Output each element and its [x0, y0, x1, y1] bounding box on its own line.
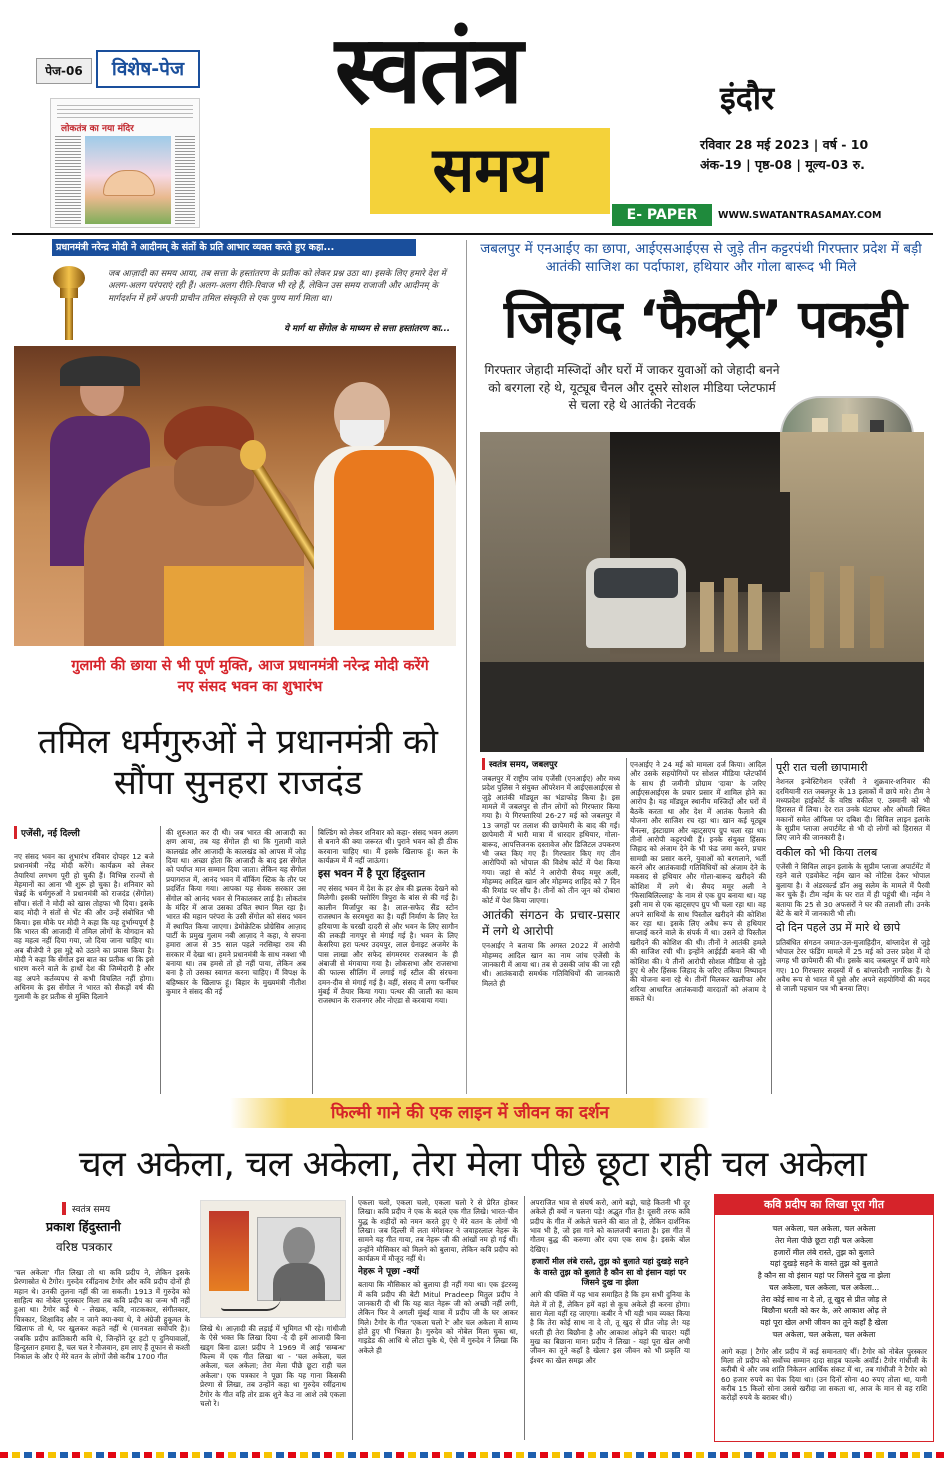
left-col-3-subhead: इस भवन में है पूरा हिंदुस्तान [318, 868, 425, 881]
lyric-line: तेरा मेला पीछे छूटा राही चल अकेला [774, 1235, 874, 1245]
right-col-3-text-a: नेशनल इन्वेस्टिगेशन एजेंसी ने शुक्रवार-शनिवार की दरमियानी रात जबलपुर के 13 इलाकों में छापे मारे। टीम ने मध्यप्रदेश हाईकोर्ट के वरिष्ठ वकील ए. उस्मानी को भी हिरासत में लिया। देर रात उनके घंटाघर और ओमती स्थित मकानों समेत ऑफिस पर दबिश दी। सिविल लाइन इलाके के सुप्रीम प्लाजा अपार्टमेंट से भी दो लोगों को हिरासत में लिए जाने की जानकारी है। [776, 777, 930, 843]
thumbnail-photo [85, 136, 171, 224]
bottom-col-2: लिखे थे। आज़ादी की लड़ाई में भूमिगत भी रहे। गांधीजी के ऐसे भक्त कि लिखा दिया -दे दी हमें आजादी बिना खड्ग बिना ढाल! प्रदीप ने 1969 में आई 'सम्बन्ध' फिल्म में एक गीत लिखा था - 'चल अकेला, चल अकेला, चल अकेला; तेरा मेला पीछे छूटा राही चल अकेला'। एक पत्रकार ने पूछा कि यह गाना किसकी प्रेरणा से लिखा, तब उन्होंने कहा था गुरुदेव रवींद्रनाथ टैगोर के गीत वहि तोर डाक शुने केउ ना आशे तबे एकला चलो रे। [200, 1324, 346, 1408]
lyric-line: चल अकेला, चल अकेला, चल अकेला [772, 1224, 876, 1233]
masthead-title-top: स्वतंत्र [334, 16, 522, 125]
right-col-3-text-c: प्रतिबंधित संगठन जमात-उल-मुजाहिदीन, बांग्लादेश से जुड़े भोपाल टेरर फंडिंग मामले में 25 मई को उत्तर प्रदेश में दो जगह भी छापेमारी की थी। इसके बाद जबलपुर में छापे मारे गए। 10 गिरफ्तार सदस्यों में 6 बांग्लादेशी नागरिक हैं। ये अवैध रूप से भारत में घुसे और अपने सहयोगियों की मदद से जाली पहचान पत्र भी बनवा लिए। [776, 937, 930, 994]
lyrics-list [715, 1215, 933, 1343]
sengol-ceremony-photo [14, 346, 456, 646]
right-col-3-subhead-2: वकील को भी किया तलब [776, 845, 878, 859]
website-link[interactable]: WWW.SWATANTRASAMAY.COM [718, 210, 882, 221]
left-col-3-text-b: नए संसद भवन में देश के हर क्षेत्र की झलक देखने को मिलेगी। इसकी फ्लोरिंग त्रिपुरा के बांस से की गई है। कालीन मिर्जापुर का है। लाल-सफेद सैंड स्टोन राजस्थान के सरमथुरा का है। यहीं निर्माण के लिए रेत हरियाणा के चरखी दादरी से और भवन के लिए सागौन की लकड़ी नागपुर से मंगाई गई है। भवन के लिए केसरिया हरा पत्थर उदयपुर, लाल ग्रेनाइट अजमेर के पास लाखा और सफेद संगमरमर राजस्थान के ही अंबाजी से मंगवाया गया है। लोकसभा और राजसभा की फाल्स सीलिंग में लगाई गई स्टील की संरचना दमन-दीव से मंगाई गई है। वहीं, संसद में लगा फर्नीचर मुंबई में तैयार किया गया। पत्थर की जाली का काम राजस्थान के राजनगर और नोएडा से करवाया गया। [318, 884, 458, 1006]
left-col-3 [318, 828, 458, 1094]
right-col-1-text-a: जबलपुर में राष्ट्रीय जांच एजेंसी (एनआईए) और मध्य प्रदेश पुलिस ने संयुक्त ऑपरेशन में आईएसआईएस से जुड़े आतंकी मॉड्यूल का भंडाफोड़ किया है। इस मामले में जबलपुर से तीन लोगों को गिरफ्तार किया गया है। ये गिरफ्तारियां 26-27 मई को जबलपुर में 13 जगहों पर तलाश की छापेमारी के बाद की गईं। छापेमारी में भारी मात्रा में धारदार हथियार, गोला-बारूद, आपत्तिजनक दस्तावेज और डिजिटल उपकरण भी जब्त किए गए हैं। गिरफ्तार किए गए तीन आरोपियों को भोपाल की विशेष कोर्ट में पेश किया गया। जहां से कोर्ट ने आरोपी सैयद ममूर अली, मोहम्मद आदिल खान और मोहम्मद शाहिद को 7 दिन की रिमांड पर सौंप है। तीनों को तीन जून को दोबारा कोर्ट में पेश किया जाएगा। [482, 774, 620, 905]
lyric-line: तेरा कोई साथ ना दे तो, तू खुद से प्रीत जोड़ ले [761, 1294, 887, 1304]
sengol-icon [38, 264, 100, 340]
page-number: पेज-06 [36, 58, 92, 84]
edition-city: इंदौर [720, 79, 775, 117]
left-col-2: की शुरुआत कर दी थी। जब भारत की आजादी का क्षण आया, तब यह सेंगोल ही था कि गुलामी वाले कालखंड और आजादी के कालखंड को आपस में जोड़ दिया था। अच्छा होता कि आजादी के बाद इस सेंगोल को पर्याप्त मान सम्मान दिया जाता। लेकिन यह सेंगोल प्रयागराज में, आनंद भवन में वॉकिंग स्टिक के तौर पर प्रदर्शित किया गया। आपका यह सेवक सरकार उस सेंगोल को आनंद भवन से निकालकर लाई है। लोकतंत्र के मंदिर में आज उसका उचित स्थान मिल रहा है। भारत की महान परंपरा के उसी सेंगोल को संसद भवन में स्थापित किया जाएगा। डेमोक्रेटिक प्रोग्रेसिव आज़ाद पार्टी के प्रमुख गुलाम नबी आज़ाद ने कहा, ये सपना हमारा आज से 35 साल पहले नरसिम्हा राव की सरकार में देखा था। हमने प्रधानमंत्री के साथ नक्शा भी बनाया था। तब हमसे तो हो नहीं पाया, लेकिन अब बना है तो उसका स्वागत करना चाहिए। मैं विपक्ष के बहिष्कार के खिलाफ हूं। बिहार के मुख्यमंत्री नीतीश कुमार ने संसद की नई [166, 828, 306, 997]
bottom-col-4-subhead: हजारों मील लंबे रास्ते, तुझ को बुलाते यहां दुखड़े सहने के वास्ते तुझ को बुलाते है कौन सा वो इंसान यहां पर जिसने दुख ना झेला [531, 1257, 689, 1287]
bottom-col-4-text-a: अपराजित भाव से संघर्ष करो, आगे बढ़ो, चाहे कितनी भी दूर अकेले ही क्यों न चलना पड़े! अद्भुत गीत है! दूसरी तरफ कवि प्रदीप के गीत में अकेले चलने की बात तो है, लेकिन दार्शनिक भाव भी है, जो इस गाने को कालजयी बनाता है। इस गीत में गौतम बुद्ध की करुणा और दया एक साथ है। इसके बोल देखिए। [530, 1198, 690, 1254]
lyric-line: है कौन सा वो इंसान यहां पर जिसने दुख ना झेला [757, 1271, 891, 1281]
right-headline: जिहाद ‘फैक्ट्री’ पकड़ी [503, 290, 907, 350]
right-col-1 [482, 774, 620, 1094]
left-col-1: नए संसद भवन का शुभारंभ रविवार दोपहर 12 बजे प्रधानमंत्री नरेंद्र मोदी करेंगे। कार्यक्रम को लेकर तैयारियां लगभग पूरी हो चुकी हैं। विभिन्न राज्यों से मेहमानों का आना भी शुरू हो चुका है। शनिवार को चेन्नई के धर्मगुरुओं ने प्रधानमंत्री को राजदंड (सेंगोल) सौंपा। संतों ने मोदी को खास तोहफा भी दिया। इसके बाद मोदी ने संतों से भेंट की और उन्हें संबोधित भी किया। इस मौके पर मोदी ने कहा कि यह दुर्भाग्यपूर्ण है कि भारत की आजादी में तमिल लोगों के योगदान को वह महत्व नहीं दिया गया, जो दिया जाना चाहिए था। अब बीजेपी ने इस मुद्दे को उठाने का प्रयास किया है। मोदी ने कहा कि सेंगोल इस बात का प्रतीक था कि इसे धारण करने वाले के हाथों देश की जिम्मेदारी है और वह अपने कर्तव्यपथ से कभी विचलित नहीं होगा। अधिनम के इस सेंगोल ने भारत को सैकड़ों वर्ष की गुलामी के हर प्रतीक से मुक्ति दिलाने [14, 852, 154, 1002]
right-kicker: जबलपुर में एनआईए का छापा, आईएसआईएस से जुड़े तीन कट्टरपंथी गिरफ्तार प्रदेश में बड़ी आतंकी साजिश का पर्दाफाश, हथियार और गोला बारूद भी मिले [480, 241, 922, 276]
left-deck: गुलामी की छाया से भी पूर्ण मुक्ति, आज प्रधानमंत्री नरेन्द्र मोदी करेंगे नए संसद भवन का शुभारंभ [71, 658, 429, 696]
thumbnail-title: लोकतंत्र का नया मंदिर [61, 124, 134, 134]
bottom-col-3-text-b: बताया कि मौसिकार को बुलाया ही नहीं गया था। एक इंटरव्यू में कवि प्रदीप की बेटी Mitul Pradeep मितुल प्रदीप ने जानकारी दी थी कि यह बात नेहरू जी को अच्छी नहीं लगी, लेकिन फिर वे अगली मुंबई यात्रा में प्रदीप जी के घर आकर मिले। टैगोर के गीत 'एकला चलो रे' और चल अकेला में साम्य होते हुए भी भिन्नता है। गुरुदेव को नोबेल मिला चुका था, गाइडेड की आधि थे लौटा चुके थे, ऐसे में गुरुदेव ने लिखा कि अकेले ही [358, 1280, 518, 1355]
lyric-line: यहां दुखड़े सहने के वास्ते तुझ को बुलाते [770, 1259, 878, 1269]
bottom-banner: फिल्मी गाने की एक लाइन में जीवन का दर्शन [230, 1098, 710, 1128]
lyrics-box-tail: आगे कहा | टैगोर और प्रदीप में कई समानताएं थीं। टैगोर को नोबेल पुरस्कार मिला तो प्रदीप को सर्वोच्च सम्मान दादा साहब फाल्के अवॉर्ड। टैगोर गांधीजी के करीबी थे और जब शांति निकेतन आर्थिक संकट में था, तब गांधीजी ने टैगोर को 60 हजार रुपये का चेक दिया था। (उन दिनों सोना 40 रुपए तोला था, यानी करीब 15 किलो सोना उससे खरीदा जा सकता था, आज के मान से वह राशि करोड़ों रुपये के बराबर थी।) [721, 1346, 927, 1403]
thumbnail-page[interactable] [50, 98, 200, 228]
lyric-line: बिछौना धरती को कर के, अरे आकाश ओढ़ ले [761, 1306, 887, 1316]
author-role: वरिष्ठ पत्रकार [56, 1240, 113, 1254]
lyrics-box-title: कवि प्रदीप का लिखा पूरा गीत [715, 1195, 933, 1215]
bottom-col-3 [358, 1198, 518, 1440]
masthead-title-bottom: समय [370, 128, 610, 214]
raid-night-photo [480, 432, 924, 752]
author-name: प्रकाश हिंदुस्तानी [46, 1219, 121, 1234]
bottom-col-1: 'चल अकेला' गीत लिखा तो था कवि प्रदीप ने, लेकिन इसके प्रेरणास्रोत थे टैगोर। गुरुदेव रवींद्रनाथ टैगोर और कवि प्रदीप दोनों ही महान थे। उनकी तुलना नहीं की जा सकती। 1913 में गुरुदेव को साहित्य का नोबेल पुरस्कार मिला तब कवि प्रदीप का जन्म भी नहीं हुआ था। टैगोर कई थे - लेखक, कवि, नाटककार, संगीतकार, चित्रकार, शिक्षाविद और न जाने क्या-क्या थे, वे अंग्रेजी हुकूमत के खिलाफ तो थे, पर खुलकर कहते नहीं थे (मानवता सर्वोपरि है)। जबकि प्रदीप क्रांतिकारी कवि थे, जिन्होंने दूर हटो ए दुनियावालों, हिन्दुस्तान हमारा है, चल चल रे नौजवान, हम लाए हैं तूफान से कश्ती निकाल के और ऐ मेरे वतन के लोगों जैसे करीब 1700 गीत [14, 1268, 190, 1362]
lyric-line: चल अकेला, चल अकेला, चल अकेला... [768, 1282, 880, 1292]
left-byline: एजेंसी, नई दिल्ली [14, 826, 154, 839]
section-label: विशेष-पेज [96, 50, 200, 88]
left-kicker: प्रधानमंत्री नरेन्द्र मोदी ने आदीनम् के संतों के प्रति आभार व्यक्त करते हुए कहा... [52, 239, 416, 256]
bottom-col-3-subhead: नेहरू ने पूछा -क्यों [358, 1266, 420, 1277]
pm-quote-end: ये मार्ग था सेंगोल के माध्यम से सत्ता हस्तांतरण का... [284, 324, 450, 334]
bottom-col-4-text-b: आगे की पंक्ति में यह भाव समाहित है कि हम सभी दुनिया के मेले में तो हैं, लेकिन हमें वहां से कूच अकेले ही करना होगा। सारा मेला यहीं रह जाएगा। कबीर ने भी यही भाव व्यक्त किया है कि तेरा कोई साथ ना दे तो, तू खुद से प्रीत जोड़ ले! यह धरती ही तेरा बिछौना है और आकाश ओढ़ने की चादर! यहीं मुख का बिछाना मान! प्रदीप ने लिखा - यहां पूरा खेल अभी जीवन का तूने कहाँ है खेला? इस जीवन को भी प्रकृति या ईश्वर का खेल समझ और [530, 1290, 690, 1365]
lyrics-box [714, 1194, 934, 1442]
lyric-line: चल अकेला, चल अकेला, चल अकेला [772, 1329, 876, 1339]
date-line: रविवार 28 मई 2023 | वर्ष - 10 [700, 137, 869, 152]
right-col-3-subhead-1: पूरी रात चली छापामारी [776, 761, 868, 774]
poet-pradeep-photo [200, 1200, 346, 1318]
lyric-line: हजारों मील लंबे रास्ते, तुझ को बुलाते [773, 1247, 875, 1257]
lyric-line: यहां पूरा खेल अभी जीवन का तूने कहाँ है खेला [760, 1318, 888, 1328]
epaper-badge[interactable]: E- PAPER [612, 204, 712, 226]
right-col-3 [776, 758, 930, 1094]
bottom-source: स्वतंत्र समय [62, 1202, 182, 1215]
left-headline: तमिल धर्मगुरुओं ने प्रधानमंत्री को सौंपा सुनहरा राजदंड [38, 722, 438, 803]
right-col-3-text-b: एजेंसी ने सिविल लाइन इलाके के सुप्रीम प्लाजा अपार्टमेंट में रहने वाले एडवोकेट नईम खान को नोटिस देकर भोपाल बुलाया है। वे अंडरवर्ल्ड डॉन अबु सलेम के मामले में पैरवी कर चुके हैं। टीम नईम के घर रात में ही पहुंची थी। नईम ने बताया कि 25 से 30 अफसरों ने घर की तलाशी ली। उनके बेटे के बारे में जानकारी भी ली। [776, 862, 930, 918]
pm-quote: जब आज़ादी का समय आया, तब सत्ता के हस्तांतरण के प्रतीक को लेकर प्रश्न उठा था। इसके लिए हमारे देश में अलग-अलग परंपराएं रही हैं। अलग-अलग रीति-रिवाज भी रहे हैं, लेकिन उस समय राजाजी और आदीनम् के मार्गदर्शन में हमें अपनी प्राचीन तमिल संस्कृति से एक पुण्य मार्ग मिला था। [108, 269, 446, 304]
left-col-3-text-a: बिल्डिंग को लेकर शनिवार को कहा- संसद भवन अलग से बनाने की क्या जरूरत थी। पुराने भवन को ही ठीक करवाना चाहिए था। मैं इसके खिलाफ हूं। कल के कार्यक्रम में मैं नहीं जाऊंगा। [318, 828, 458, 866]
right-col-2: एनआईए ने 24 मई को मामला दर्ज किया। आदिल और उसके सहयोगियों पर सोशल मीडिया प्लेटफॉर्म के साथ ही जमीनी प्रोग्राम 'दावा' के जरिए आईएसआईएस के प्रचार प्रसार में शामिल होने का आरोप है। यह मॉड्यूल स्थानीय मस्जिदों और घरों में बैठकें करता था और देश में आतंक फैलाने की योजना और साजिश रच रहा था। खान कई यूट्यूब चैनल्स, इंस्टाग्राम और व्हाट्सएप ग्रुप चला रहा था। तीनों आरोपी कट्टरपंथी हैं। इनके संयुक्त हिंसक जिहाद को अंजाम देने के भी फंड जमा करने, प्रचार सामग्री का प्रसार करने, युवाओं को बरगलाने, भर्ती करने और आतंकवादी गतिविधियों को अंजाम देने के मकसद से हथियार और गोला-बारूद खरीदने की कोशिश में लगे थे। सैयद ममूर अली ने 'फिसाबिलिल्लाह' के नाम से एक ग्रुप बनाया था। यह इसी नाम से एक व्हाट्सएप ग्रुप भी चला रहा था। वह अपने साथियों के साथ पिस्तौल खरीदने की कोशिश कर रहा था। इसके लिए अवैध रूप से हथियार सप्लाई करने वाले के संपर्क में था। उसने दो पिस्तौल खरीदने की कोशिश की थी। तीनों ने आतंकी हमले की साजिश रची थी। इन्होंने आईईडी बनाने की भी कोशिश की। ये तीनों आरोपी सोशल मीडिया से जुड़े हुए थे और हिंसक जिहाद के जरिए तकिया निष्पादन की योजना बना रहे थे। तीनों मिलकर खलीफा और शरिया आधारित आतंकवादी वारदातों को अंजाम दे सकते थे। [630, 760, 766, 1003]
right-byline: स्वतंत्र समय, जबलपुर [482, 758, 622, 770]
footer-stripe [0, 1452, 945, 1458]
bottom-col-3-text-a: एकला चलो, एकला चलो, एकला चलो रे से प्रेरित होकर लिखा। कवि प्रदीप ने एक के बदले एक गीत लिखे। भारत-चीन युद्ध के शहीदों को नमन करते हुए ऐ मेरे वतन के लोगों भी लिखा। जब दिल्ली में लता मंगेशकर ने जवाहरलाल नेहरू के सामने यह गीत गाया, तब नेहरू जी की आंखों नम हो गई थीं। उन्होंने मौसिकार को मिलने को बुलाया, लेकिन कवि प्रदीप को कार्यक्रम में मौजूद नहीं थे। [358, 1198, 518, 1264]
bottom-headline: चल अकेला, चल अकेला, तेरा मेला पीछे छूटा राही चल अकेला [78, 1144, 867, 1185]
right-col-1-subhead: आतंकी संगठन के प्रचार-प्रसार में लगे थे आरोपी [482, 908, 620, 938]
issue-line: अंक-19 | पृष्ठ-08 | मूल्य-03 रु. [700, 157, 865, 172]
masthead-rule [12, 233, 933, 235]
right-deck: गिरफ्तार जेहादी मस्जिदों और घरों में जाकर युवाओं को जेहादी बनने को बरगला रहे थे, यूट्यूब चैनल और दूसरे सोशल मीडिया प्लेटफार्म से चला रहे थे आतंकी नेटवर्क [484, 363, 780, 413]
right-col-3-subhead-3: दो दिन पहले उप्र में मारे थे छापे [776, 921, 901, 935]
right-col-1-text-b: एनआईए ने बताया कि अगस्त 2022 में आरोपी मोहम्मद आदिल खान का नाम जांच एजेंसी के जानकारी में आया था। तब से उसकी जांच की जा रही थी। आतंकवादी समर्थक गतिविधियों की जानकारी मिलते ही [482, 941, 620, 988]
bottom-col-4 [530, 1198, 690, 1440]
